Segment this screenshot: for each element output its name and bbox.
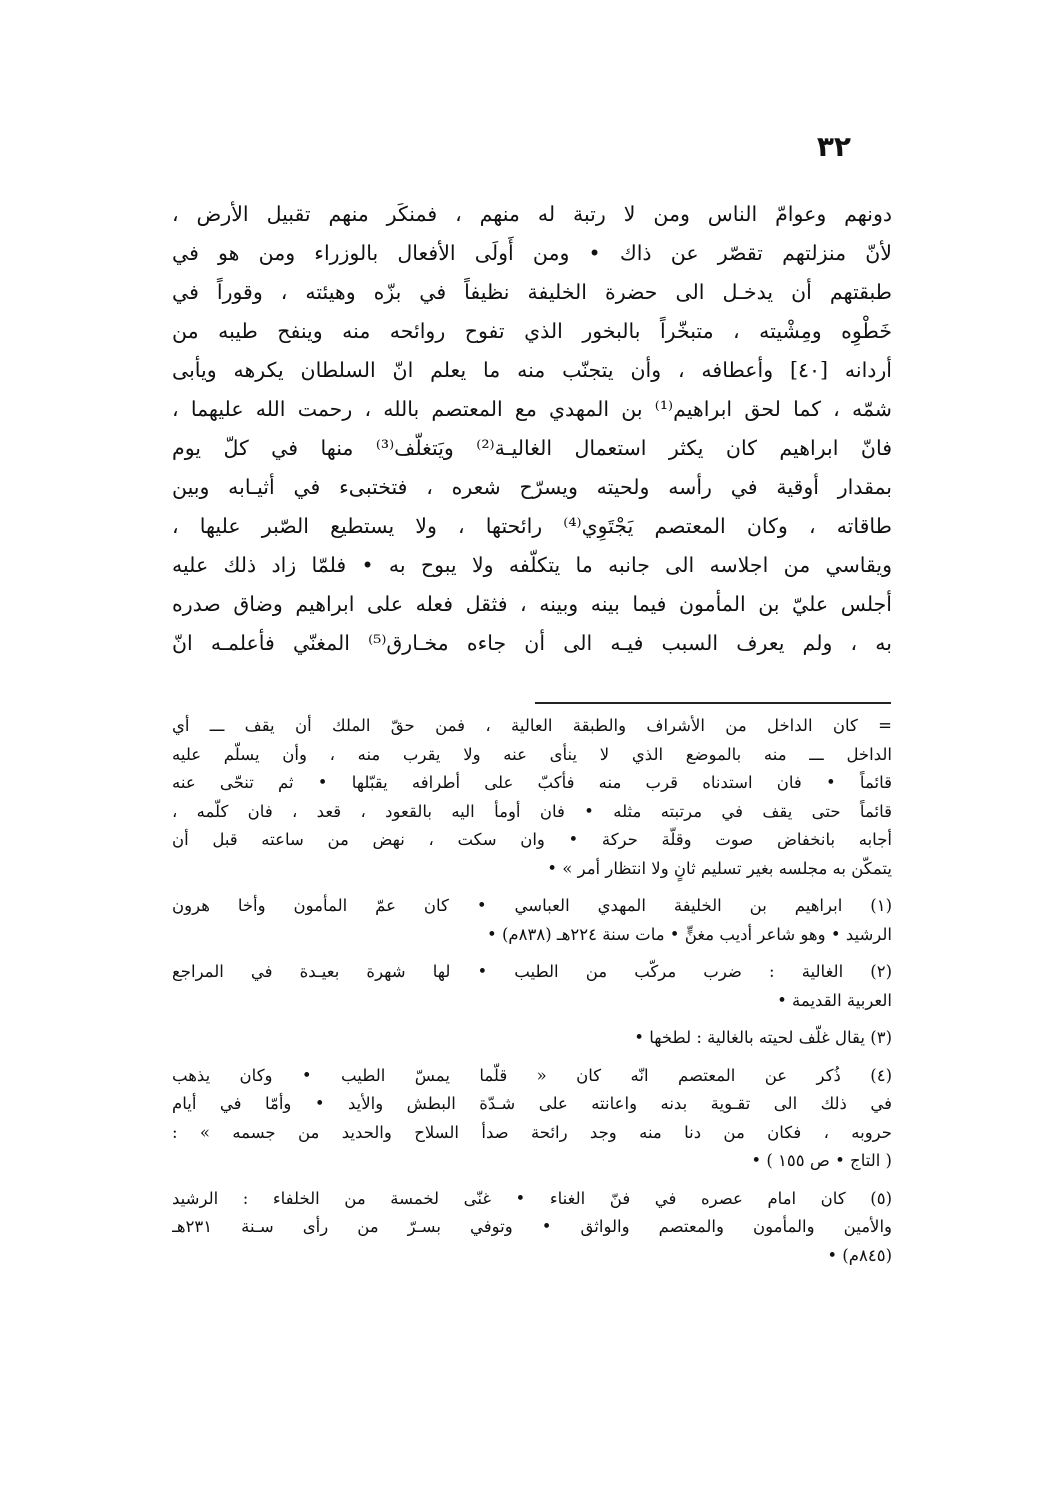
main-text-line: طبقتهم أن يدخـل الى حضرة الخليفة نظيفاً في بزّه وهيئته ، وقوراً في [172,280,892,304]
main-text-line: أجلس عليّ بن المأمون فيما بينه وبينه ، فثقل فعله على ابراهيم وضاق صدره [172,592,892,616]
footnote-line: = كان الداخل من الأشراف والطبقة العالية ، فمن حقّ الملك أن يقف ـــ أي [172,716,892,735]
footnote-line: (٨٤٥م) • [827,1245,892,1265]
footnote-line: (٢) الغالية : ضرب مركّب من الطيب • لها شهرة بعيـدة في المراجع [172,962,892,981]
footnote-2 [172,958,892,1015]
footnote-4 [172,1062,892,1176]
main-text-line: لأنّ منزلتهم تقصّر عن ذاك • ومن أَولَى الأفعال بالوزراء ومن هو في [172,241,892,265]
footnote-line: قائماً حتى يقف في مرتبته مثله • فان أومأ اليه بالقعود ، قعد ، فان كلّمه ، [172,801,892,821]
footnote-line: الداخل ـــ منه بالموضع الذي لا ينأى عنه ولا يقرب منه ، وأن يسلّم عليه [172,744,892,764]
main-text [172,195,892,663]
footnote-line: (٤) ذُكر عن المعتصم انّه كان « قلّما يمسّ الطيب • وكان يذهب [172,1065,892,1085]
footnote-5 [172,1185,892,1271]
page-number: ٣٢ [816,130,851,163]
footnote-line: والأمين والمأمون والمعتصم والواثق • وتوفي بسـرّ من رأى سـنة ٢٣١هـ [172,1217,892,1236]
main-text-line: بمقدار أوقية في رأسه ولحيته ويسرّح شعره ، فتختبىء في أثيـابه وبين [172,475,892,499]
main-text-line: خَطْوِه ومِشْيته ، متبخّراً بالبخور الذي تفوح روائحه منه وينفح طيبه من [172,319,892,343]
footnote-1 [172,892,892,949]
footnotes [172,712,892,1279]
footnote-3 [172,1024,892,1053]
footnote-line: (٥) كان امام عصره في فنّ الغناء • غنّى لخمسة من الخلفاء : الرشيد [172,1188,892,1208]
main-text-line: أردانه [٤٠] وأعطافه ، وأن يتجنّب منه ما يعلم انّ السلطان يكرهه ويأبى [172,358,892,382]
footnote-line: أجابه بانخفاض صوت وقلّة حركة • وان سكت ، نهض من ساعته قبل أن [172,830,892,849]
footnote-line: (٣) يقال غلّف لحيته بالغالية : لطخها • [634,1028,892,1047]
footnote-line: العربية القديمة • [777,990,892,1010]
footnote-line: (١) ابراهيم بن الخليفة المهدي العباسي • كان عمّ المأمون وأخا هرون [172,896,892,915]
footnote-divider [535,702,891,704]
footnote-continuation [172,712,892,883]
footnote-line: ( التاج • ص ١٥٥ ) • [751,1151,892,1170]
main-text-line: ويقاسي من اجلاسه الى جانبه ما يتكلّفه ولا يبوح به • فلمّا زاد ذلك عليه [172,553,892,577]
main-text-line: دونهم وعوامّ الناس ومن لا رتبة له منهم ، فمنكَر منهم تقبيل الأرض ، [172,202,892,226]
main-text-line: طاقاته ، وكان المعتصم يَجْتَوِي⁽⁴⁾ رائحتها ، ولا يستطيع الصّبر عليها ، [172,514,892,538]
main-text-line: به ، ولم يعرف السبب فيـه الى أن جاءه مخـارق⁽⁵⁾ المغنّي فأعلمـه انّ [172,631,892,655]
footnote-line: يتمكّن به مجلسه بغير تسليم ثانٍ ولا انتظار أمر » • [547,858,892,878]
footnote-line: قائماً • فان استدناه قرب منه فأكبّ على أطرافه يقبّلها • ثم تنحّى عنه [172,773,892,792]
main-text-line: شمّه ، كما لحق ابراهيم⁽¹⁾ بن المهدي مع المعتصم بالله ، رحمت الله عليهما ، [172,397,892,421]
main-text-line: فانّ ابراهيم كان يكثر استعمال الغاليـة⁽²⁾ ويَتغلّف⁽³⁾ منها في كلّ يوم [172,436,892,460]
footnote-line: في ذلك الى تقـوية بدنه واعانته على شـدّة البطش والأيد • وأمّا في أيام [172,1094,892,1113]
footnote-line: الرشيد • وهو شاعر أديب مغنٍّ • مات سنة ٢٢٤هـ (٨٣٨م) • [486,924,892,944]
footnote-line: حروبه ، فكان من دنا منه وجد رائحة صدأ السلاح والحديد من جسمه » : [172,1122,892,1142]
